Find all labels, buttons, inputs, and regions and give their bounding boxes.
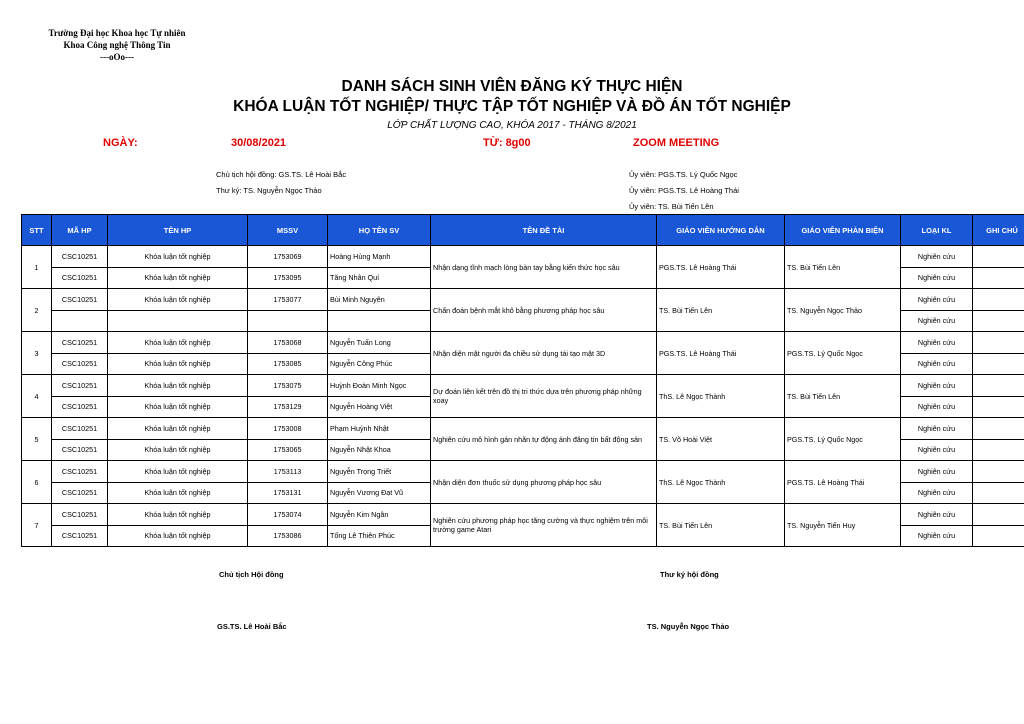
document-subtitle: LỚP CHẤT LƯỢNG CAO, KHÓA 2017 - THÁNG 8/2021 xyxy=(387,120,637,131)
cell-course-name: Khóa luận tốt nghiệp xyxy=(108,439,248,461)
cell-notes xyxy=(973,482,1024,504)
cell-course-code: CSC10251 xyxy=(52,418,108,440)
cell-course-name: Khóa luận tốt nghiệp xyxy=(108,246,248,268)
cell-student-id: 1753075 xyxy=(248,375,328,397)
cell-course-code xyxy=(52,310,108,332)
cell-advisor: ThS. Lê Ngọc Thành xyxy=(657,375,785,418)
cell-notes xyxy=(973,246,1024,268)
cell-topic: Nhận diện mặt người đa chiều sử dụng tái tạo mặt 3D xyxy=(431,332,657,375)
cell-student-id: 1753086 xyxy=(248,525,328,547)
cell-thesis-type: Nghiên cứu xyxy=(901,504,973,526)
cell-notes xyxy=(973,525,1024,547)
signature-chair-name: GS.TS. Lê Hoài Bắc xyxy=(217,622,287,631)
cell-course-code: CSC10251 xyxy=(52,439,108,461)
cell-course-name: Khóa luận tốt nghiệp xyxy=(108,482,248,504)
cell-course-name: Khóa luận tốt nghiệp xyxy=(108,267,248,289)
cell-stt: 4 xyxy=(22,375,52,418)
cell-student-id: 1753095 xyxy=(248,267,328,289)
cell-student-id: 1753065 xyxy=(248,439,328,461)
cell-topic: Chẩn đoán bệnh mắt khô bằng phương pháp học sâu xyxy=(431,289,657,332)
cell-thesis-type: Nghiên cứu xyxy=(901,289,973,311)
cell-thesis-type: Nghiên cứu xyxy=(901,482,973,504)
cell-advisor: PGS.TS. Lê Hoàng Thái xyxy=(657,246,785,289)
cell-topic: Nhận dạng tĩnh mạch lòng bàn tay bằng kiến thức học sâu xyxy=(431,246,657,289)
cell-thesis-type: Nghiên cứu xyxy=(901,375,973,397)
cell-student-id: 1753008 xyxy=(248,418,328,440)
signature-secretary-title: Thư ký hội đồng xyxy=(660,570,719,579)
cell-student-id: 1753069 xyxy=(248,246,328,268)
date-label: NGÀY: xyxy=(103,137,138,149)
cell-course-name: Khóa luận tốt nghiệp xyxy=(108,525,248,547)
cell-reviewer: PGS.TS. Lý Quốc Ngọc xyxy=(785,332,901,375)
cell-thesis-type: Nghiên cứu xyxy=(901,332,973,354)
cell-course-name: Khóa luận tốt nghiệp xyxy=(108,418,248,440)
cell-student-id: 1753129 xyxy=(248,396,328,418)
cell-stt: 6 xyxy=(22,461,52,504)
cell-course-name: Khóa luận tốt nghiệp xyxy=(108,375,248,397)
cell-course-name: Khóa luận tốt nghiệp xyxy=(108,504,248,526)
table-row xyxy=(22,461,1024,483)
cell-student-name: Phạm Huỳnh Nhật xyxy=(328,418,431,440)
cell-student-name: Nguyễn Kim Ngân xyxy=(328,504,431,526)
cell-thesis-type: Nghiên cứu xyxy=(901,396,973,418)
document-title-line2: KHÓA LUẬN TỐT NGHIỆP/ THỰC TẬP TỐT NGHIỆP VÀ ĐỒ ÁN TỐT NGHIỆP xyxy=(233,98,791,115)
cell-student-id: 1753131 xyxy=(248,482,328,504)
header-topic: TÊN ĐỀ TÀI xyxy=(431,215,657,246)
cell-stt: 5 xyxy=(22,418,52,461)
cell-topic: Nhận diện đơn thuốc sử dụng phương pháp học sâu xyxy=(431,461,657,504)
cell-advisor: ThS. Lê Ngọc Thành xyxy=(657,461,785,504)
council-member-1: Ủy viên: PGS.TS. Lý Quốc Ngọc xyxy=(629,170,738,179)
cell-thesis-type: Nghiên cứu xyxy=(901,418,973,440)
header-advisor: GIÁO VIÊN HƯỚNG DẪN xyxy=(657,215,785,246)
header-stt: STT xyxy=(22,215,52,246)
table-row xyxy=(22,246,1024,268)
cell-advisor: PGS.TS. Lê Hoàng Thái xyxy=(657,332,785,375)
header-thesis-type: LOẠI KL xyxy=(901,215,973,246)
cell-stt: 3 xyxy=(22,332,52,375)
cell-topic: Nghiên cứu phương pháp học tăng cường và thực nghiệm trên môi trường game Atari xyxy=(431,504,657,547)
cell-notes xyxy=(973,310,1024,332)
cell-student-name: Nguyễn Tuấn Long xyxy=(328,332,431,354)
cell-course-code: CSC10251 xyxy=(52,482,108,504)
cell-course-code: CSC10251 xyxy=(52,396,108,418)
cell-reviewer: TS. Bùi Tiến Lên xyxy=(785,246,901,289)
cell-advisor: TS. Bùi Tiến Lên xyxy=(657,289,785,332)
cell-course-code: CSC10251 xyxy=(52,289,108,311)
council-secretary: Thư ký: TS. Nguyễn Ngọc Thảo xyxy=(216,186,322,195)
cell-student-id: 1753085 xyxy=(248,353,328,375)
cell-course-name: Khóa luận tốt nghiệp xyxy=(108,396,248,418)
table-row xyxy=(22,289,1024,311)
cell-reviewer: TS. Bùi Tiến Lên xyxy=(785,375,901,418)
cell-course-code: CSC10251 xyxy=(52,267,108,289)
cell-notes xyxy=(973,289,1024,311)
cell-advisor: TS. Bùi Tiến Lên xyxy=(657,504,785,547)
document-title-line1: DANH SÁCH SINH VIÊN ĐĂNG KÝ THỰC HIỆN xyxy=(341,78,683,95)
cell-course-code: CSC10251 xyxy=(52,353,108,375)
cell-notes xyxy=(973,418,1024,440)
cell-thesis-type: Nghiên cứu xyxy=(901,461,973,483)
table-row xyxy=(22,375,1024,397)
cell-student-name: Nguyễn Trọng Triết xyxy=(328,461,431,483)
cell-thesis-type: Nghiên cứu xyxy=(901,525,973,547)
cell-reviewer: TS. Nguyễn Ngọc Thảo xyxy=(785,289,901,332)
cell-student-id: 1753068 xyxy=(248,332,328,354)
cell-course-code: CSC10251 xyxy=(52,246,108,268)
cell-student-name xyxy=(328,310,431,332)
cell-thesis-type: Nghiên cứu xyxy=(901,267,973,289)
header-course-code: MÃ HP xyxy=(52,215,108,246)
cell-student-name: Nguyễn Hoàng Việt xyxy=(328,396,431,418)
council-member-3: Ủy viên: TS. Bùi Tiến Lên xyxy=(629,202,714,211)
cell-student-name: Bùi Minh Nguyên xyxy=(328,289,431,311)
cell-reviewer: PGS.TS. Lê Hoàng Thái xyxy=(785,461,901,504)
registration-table xyxy=(21,214,1024,547)
cell-stt: 2 xyxy=(22,289,52,332)
council-chair: Chủ tịch hội đồng: GS.TS. Lê Hoài Bắc xyxy=(216,170,347,179)
cell-advisor: TS. Võ Hoài Việt xyxy=(657,418,785,461)
cell-student-name: Hoàng Hùng Mạnh xyxy=(328,246,431,268)
institution-university: Trường Đại học Khoa học Tự nhiên xyxy=(48,28,186,38)
time-label: TỪ: 8g00 xyxy=(483,137,531,149)
cell-notes xyxy=(973,439,1024,461)
cell-topic: Dự đoán liên kết trên đồ thị tri thức dựa trên phương pháp những xoay xyxy=(431,375,657,418)
header-course-name: TÊN HP xyxy=(108,215,248,246)
institution-ornament: ---oOo--- xyxy=(100,52,134,62)
cell-course-code: CSC10251 xyxy=(52,525,108,547)
cell-notes xyxy=(973,353,1024,375)
cell-course-name: Khóa luận tốt nghiệp xyxy=(108,461,248,483)
cell-student-name: Nguyễn Vương Đạt Vũ xyxy=(328,482,431,504)
header-reviewer: GIÁO VIÊN PHẢN BIỆN xyxy=(785,215,901,246)
table-row xyxy=(22,504,1024,526)
cell-student-id xyxy=(248,310,328,332)
cell-course-code: CSC10251 xyxy=(52,375,108,397)
cell-topic: Nghiên cứu mô hình gán nhãn tự động ảnh đăng tin bất động sản xyxy=(431,418,657,461)
institution-header xyxy=(22,27,212,63)
cell-notes xyxy=(973,461,1024,483)
cell-student-id: 1753113 xyxy=(248,461,328,483)
cell-course-name: Khóa luận tốt nghiệp xyxy=(108,289,248,311)
cell-course-name: Khóa luận tốt nghiệp xyxy=(108,353,248,375)
cell-course-code: CSC10251 xyxy=(52,461,108,483)
cell-thesis-type: Nghiên cứu xyxy=(901,353,973,375)
header-student-name: HỌ TÊN SV xyxy=(328,215,431,246)
cell-reviewer: TS. Nguyễn Tiến Huy xyxy=(785,504,901,547)
cell-student-name: Huỳnh Đoàn Minh Ngọc xyxy=(328,375,431,397)
cell-student-id: 1753074 xyxy=(248,504,328,526)
date-value: 30/08/2021 xyxy=(231,137,287,149)
cell-notes xyxy=(973,396,1024,418)
cell-stt: 1 xyxy=(22,246,52,289)
cell-student-name: Tăng Nhân Quí xyxy=(328,267,431,289)
council-member-2: Ủy viên: PGS.TS. Lê Hoàng Thái xyxy=(629,186,739,195)
cell-notes xyxy=(973,267,1024,289)
cell-stt: 7 xyxy=(22,504,52,547)
table-row xyxy=(22,332,1024,354)
cell-notes xyxy=(973,504,1024,526)
cell-course-name xyxy=(108,310,248,332)
cell-thesis-type: Nghiên cứu xyxy=(901,310,973,332)
table-row xyxy=(22,418,1024,440)
cell-course-code: CSC10251 xyxy=(52,332,108,354)
cell-student-name: Nguyễn Nhật Khoa xyxy=(328,439,431,461)
institution-faculty: Khoa Công nghệ Thông Tin xyxy=(63,40,171,50)
cell-notes xyxy=(973,375,1024,397)
cell-reviewer: PGS.TS. Lý Quốc Ngọc xyxy=(785,418,901,461)
venue: ZOOM MEETING xyxy=(633,137,720,149)
cell-student-id: 1753077 xyxy=(248,289,328,311)
signature-chair-title: Chủ tịch Hội đồng xyxy=(219,570,284,579)
cell-student-name: Nguyễn Công Phúc xyxy=(328,353,431,375)
signature-secretary-name: TS. Nguyễn Ngọc Thảo xyxy=(647,622,730,631)
cell-course-name: Khóa luận tốt nghiệp xyxy=(108,332,248,354)
cell-course-code: CSC10251 xyxy=(52,504,108,526)
cell-thesis-type: Nghiên cứu xyxy=(901,439,973,461)
header-notes: GHI CHÚ xyxy=(973,215,1024,246)
cell-thesis-type: Nghiên cứu xyxy=(901,246,973,268)
cell-notes xyxy=(973,332,1024,354)
header-student-id: MSSV xyxy=(248,215,328,246)
cell-student-name: Tống Lê Thiên Phúc xyxy=(328,525,431,547)
table-header-row xyxy=(22,215,1024,246)
